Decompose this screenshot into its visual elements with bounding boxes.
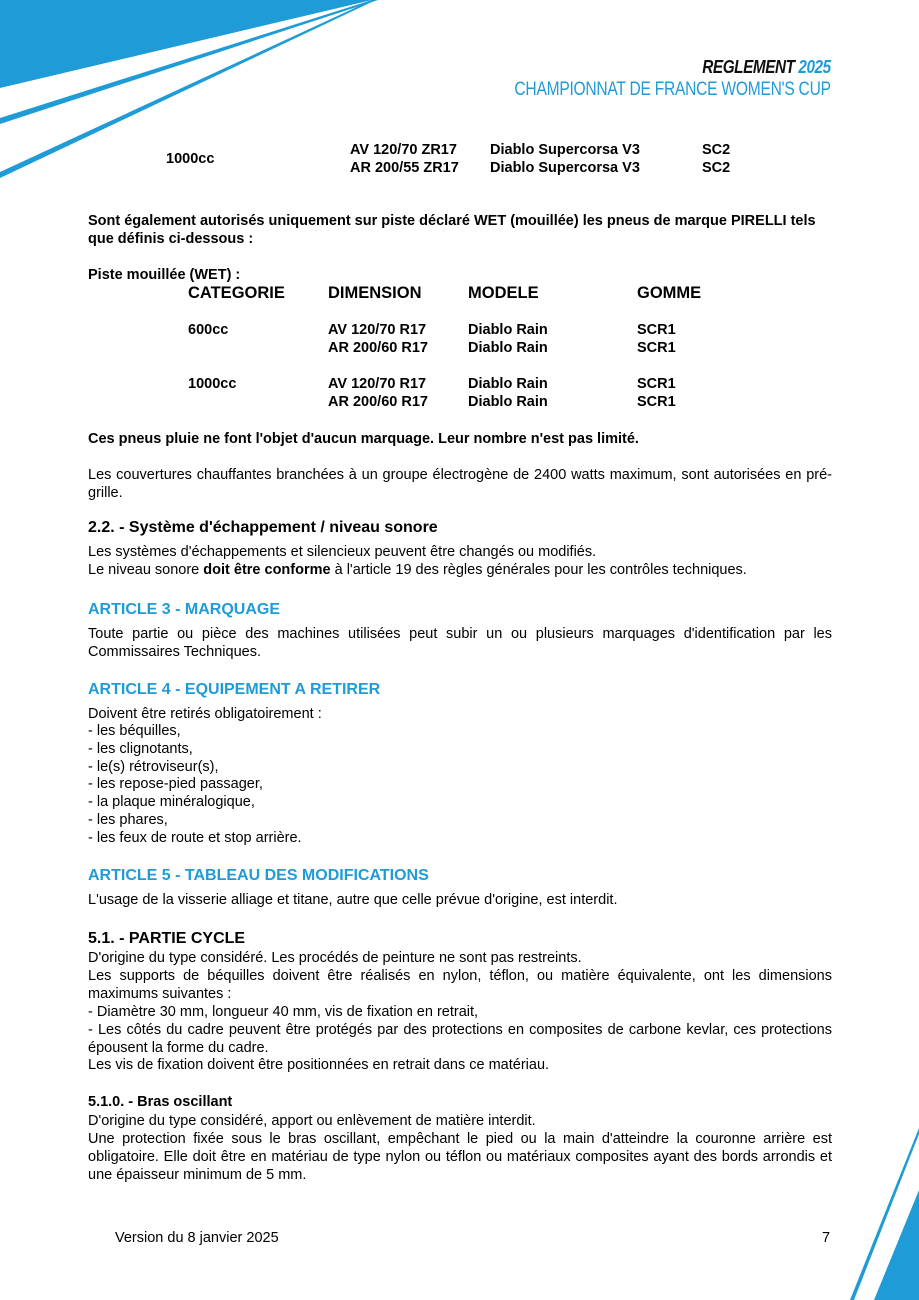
article-4-title: ARTICLE 4 - EQUIPEMENT A RETIRER — [88, 681, 381, 698]
section-5-1-title: 5.1. - PARTIE CYCLE — [88, 930, 246, 947]
table-cell-compound: SCR1 — [637, 394, 676, 410]
text-run-bold: doit être conforme — [203, 562, 331, 578]
table-cell-dimension: AV 120/70 R17 — [328, 322, 427, 338]
header-reglement: REGLEMENT — [702, 57, 795, 77]
table-cell-model: Diablo Rain — [468, 376, 548, 392]
list-item: - la plaque minéralogique, — [88, 794, 255, 811]
list-item: - les feux de route et stop arrière. — [88, 829, 302, 846]
table-cell-model: Diablo Rain — [468, 322, 548, 338]
rain-note: Ces pneus pluie ne font l'objet d'aucun marquage. Leur nombre n'est pas limité. — [88, 431, 639, 447]
top-table-category: 1000cc — [166, 151, 215, 167]
page-header — [445, 56, 831, 102]
wet-category-1000: 1000cc — [188, 376, 237, 392]
list-item: - les béquilles, — [88, 723, 181, 739]
blankets-paragraph: Les couvertures chauffantes branchées à un groupe électrogène de 2400 watts maximum, sont autorisées en pré-grille. — [88, 467, 832, 501]
section-2-2-line1: Les systèmes d'échappements et silencieux peuvent être changés ou modifiés. — [88, 544, 597, 560]
table-cell-compound: SCR1 — [637, 376, 676, 392]
article-3-title: ARTICLE 3 - MARQUAGE — [88, 601, 280, 618]
list-item: - le(s) rétroviseur(s), — [88, 758, 219, 775]
article-3-text: Toute partie ou pièce des machines utilisées peut subir un ou plusieurs marquages d'identification par les Commissaires Techniques. — [88, 626, 832, 660]
list-item: - les clignotants, — [88, 740, 193, 757]
article-4-list — [88, 723, 302, 848]
header-subtitle: CHAMPIONNAT DE FRANCE WOMEN'S CUP — [514, 79, 831, 100]
text-run: Le niveau sonore — [88, 562, 204, 578]
wet-intro: Sont également autorisés uniquement sur piste déclaré WET (mouillée) les pneus de marque PIRELLI tels que définis ci-dessous : — [88, 213, 816, 247]
table-cell-dimension: AR 200/60 R17 — [328, 340, 428, 356]
section-5-1-0-title: 5.1.0. - Bras oscillant — [88, 1094, 233, 1110]
table-cell-dimension: AV 120/70 R17 — [328, 376, 427, 392]
list-item: - les repose-pied passager, — [88, 776, 263, 793]
table-cell-dimension: AV 120/70 ZR17 — [350, 142, 457, 158]
text-run: à l'article 19 des règles générales pour les contrôles techniques. — [330, 562, 747, 578]
table-cell-compound: SC2 — [702, 142, 731, 158]
section-5-1-0-para: Une protection fixée sous le bras oscillant, empêchant le pied ou la main d'atteindre la couronne arrière est obligatoire. Elle doit être en matériau de type nylon ou téflon ou matériaux composites ayant des bords arrondis et une épaisseur minimum de 5 mm. — [88, 1131, 832, 1183]
table-cell-model: Diablo Supercorsa V3 — [490, 160, 640, 176]
table-cell-model: Diablo Rain — [468, 340, 548, 356]
section-2-2-title: 2.2. - Système d'échappement / niveau sonore — [88, 519, 438, 536]
bottom-right-decoration — [840, 1120, 919, 1300]
list-item: - les phares, — [88, 811, 168, 828]
wet-label: Piste mouillée (WET) : — [88, 267, 241, 283]
footer-page-number: 7 — [822, 1230, 831, 1246]
section-5-1-line1: D'origine du type considéré. Les procédés de peinture ne sont pas restreints. — [88, 950, 582, 966]
table-cell-compound: SCR1 — [637, 340, 676, 356]
table-cell-compound: SC2 — [702, 160, 731, 176]
footer-version: Version du 8 janvier 2025 — [115, 1230, 279, 1246]
table-cell-model: Diablo Rain — [468, 394, 548, 410]
section-5-1-last: Les vis de fixation doivent être positionnées en retrait dans ce matériau. — [88, 1057, 550, 1073]
section-5-1-0-line1: D'origine du type considéré, apport ou enlèvement de matière interdit. — [88, 1113, 536, 1129]
table-cell-dimension: AR 200/55 ZR17 — [350, 160, 459, 176]
section-5-1-item2: - Les côtés du cadre peuvent être protégés par des protections en composites de carbone kevlar, ces protections épousent la forme du cadre. — [88, 1022, 832, 1056]
header-title — [503, 56, 831, 78]
col-header-category: CATEGORIE — [188, 284, 285, 302]
top-table-row — [350, 141, 457, 159]
table-cell-model: Diablo Supercorsa V3 — [490, 142, 640, 158]
article-5-text: L'usage de la visserie alliage et titane, autre que celle prévue d'origine, est interdit. — [88, 892, 618, 908]
col-header-dimension: DIMENSION — [328, 284, 422, 302]
table-cell-dimension: AR 200/60 R17 — [328, 394, 428, 410]
section-5-1-para: Les supports de béquilles doivent être réalisés en nylon, téflon, ou matière équivalente, ont les dimensions maximums suivantes : — [88, 968, 832, 1002]
section-5-1-item1: - Diamètre 30 mm, longueur 40 mm, vis de fixation en retrait, — [88, 1004, 479, 1020]
article-5-title: ARTICLE 5 - TABLEAU DES MODIFICATIONS — [88, 867, 429, 884]
col-header-compound: GOMME — [637, 284, 702, 302]
section-2-2-line2 — [88, 561, 747, 579]
article-4-intro: Doivent être retirés obligatoirement : — [88, 706, 322, 722]
table-cell-compound: SCR1 — [637, 322, 676, 338]
col-header-model: MODELE — [468, 284, 539, 302]
wet-category-600: 600cc — [188, 322, 229, 338]
header-year: 2025 — [798, 57, 831, 77]
